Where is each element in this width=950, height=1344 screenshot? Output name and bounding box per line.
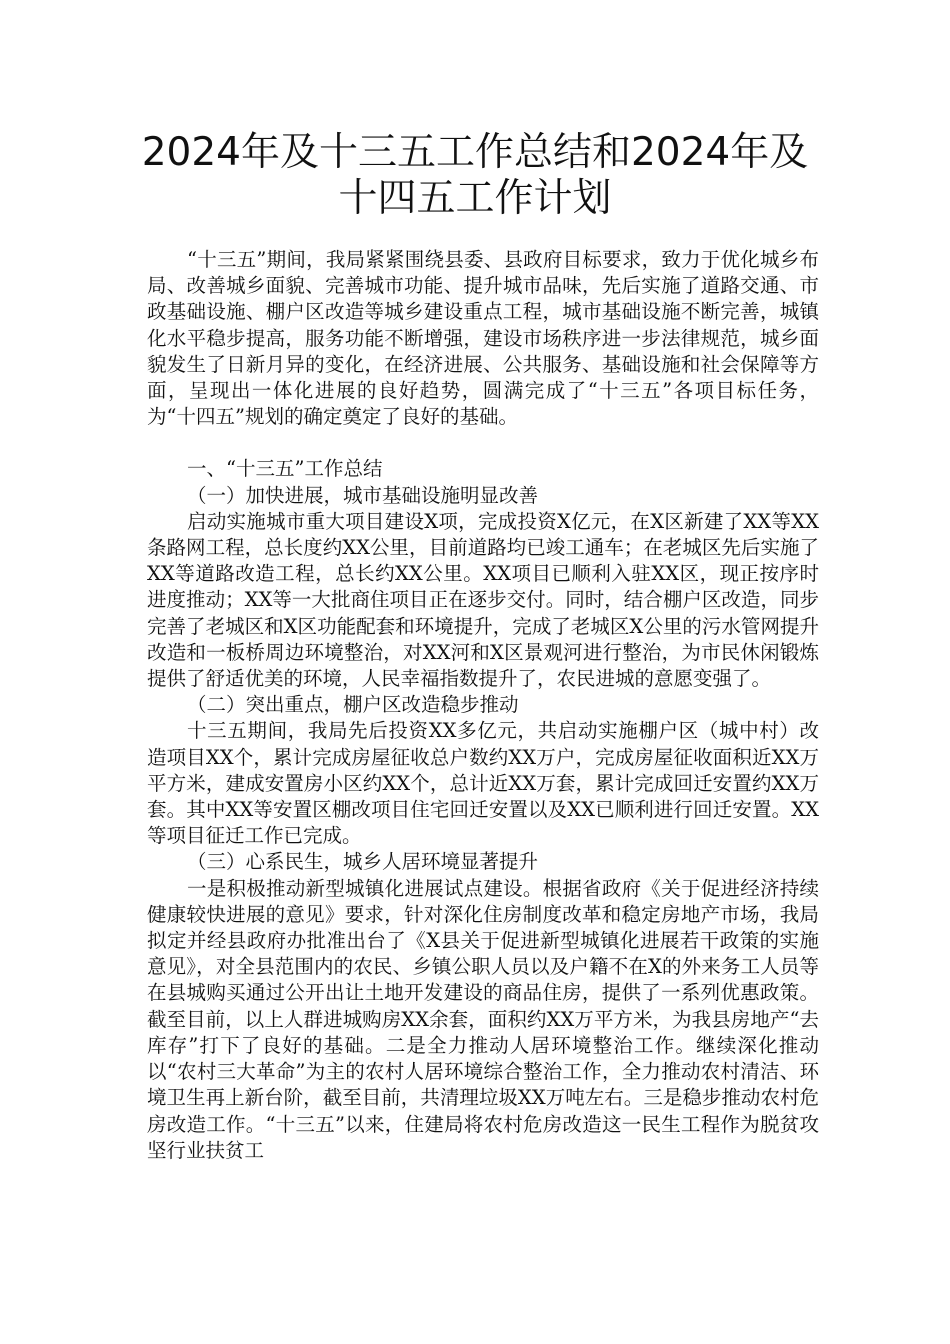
document-title-line-2: 十四五工作计划 xyxy=(338,176,612,221)
subsection-heading-3: （三）心系民生，城乡人居环境显著提升 xyxy=(187,850,539,874)
subsection-paragraph-3: 一是积极推动新型城镇化进展试点建设。根据省政府《关于促进经济持续健康较快进展的意见》要求，针对深化住房制度改革和稳定房地产市场，我局拟定并经县政府办批准出台了《X县关于促进新型城镇化进展若干政策的实施意见》，对全县范围内的农民、乡镇公职人员以及户籍不在X的外来务工人员等在县城购买通过公开出让土地开发建设的商品住房，提供了一系列优惠政策。截至目前，以上人群进城购房XX余套，面积约XX万平方米，为我县房地产“去库存”打下了良好的基础。二是全力推动人居环境整治工作。继续深化推动以“农村三大革命”为主的农村人居环境综合整治工作，全力推动农村清洁、环境卫生再上新台阶，截至目前，共清理垃圾XX万吨左右。三是稳步推动农村危房改造工作。“十三五”以来，住建局将农村危房改造这一民生工程作为脱贫攻坚行业扶贫工 xyxy=(147,876,819,1162)
paragraph-spacer xyxy=(147,430,819,456)
subsection-paragraph-2: 十三五期间，我局先后投资XX多亿元，共启动实施棚户区（城中村）改造项目XX个，累计完成房屋征收总户数约XX万户，完成房屋征收面积近XX万平方米，建成安置房小区约XX个，总计近XX万套，累计完成回迁安置约XX万套。其中XX等安置区棚改项目住宅回迁安置以及XX已顺利进行回迁安置。XX等项目征迁工作已完成。 xyxy=(147,719,819,848)
subsection-paragraph-1: 启动实施城市重大项目建设X项，完成投资X亿元，在X区新建了XX等XX条路网工程，总长度约XX公里，目前道路均已竣工通车；在老城区先后实施了XX等道路改造工程，总长约XX公里。XX项目已顺利入驻XX区，现正按序时进度推动；XX等一大批商住项目正在逐步交付。同时，结合棚户区改造，同步完善了老城区和X区功能配套和环境提升，完成了老城区X公里的污水管网提升改造和一板桥周边环境整治，对XX河和X区景观河进行整治，为市民休闲锻炼提供了舒适优美的环境，人民幸福指数提升了，农民进城的意愿变强了。 xyxy=(147,509,819,691)
subsection-heading-2: （二）突出重点，棚户区改造稳步推动 xyxy=(187,693,519,717)
document-title-line-1: 2024年及十三五工作总结和2024年及 xyxy=(141,130,809,175)
intro-paragraph: “十三五”期间，我局紧紧围绕县委、县政府目标要求，致力于优化城乡布局、改善城乡面貌、完善城市功能、提升城市品味，先后实施了道路交通、市政基础设施、棚户区改造等城乡建设重点工程，城市基础设施不断完善，城镇化水平稳步提高，服务功能不断增强，建设市场秩序进一步法律规范，城乡面貌发生了日新月异的变化，在经济进展、公共服务、基础设施和社会保障等方面，呈现出一体化进展的良好趋势，圆满完成了“十三五”各项目标任务，为“十四五”规划的确定奠定了良好的基础。 xyxy=(147,248,819,429)
document-body xyxy=(147,247,819,1164)
section-heading: 一、“十三五”工作总结 xyxy=(187,457,383,481)
subsection-heading-1: （一）加快进展，城市基础设施明显改善 xyxy=(187,483,539,507)
